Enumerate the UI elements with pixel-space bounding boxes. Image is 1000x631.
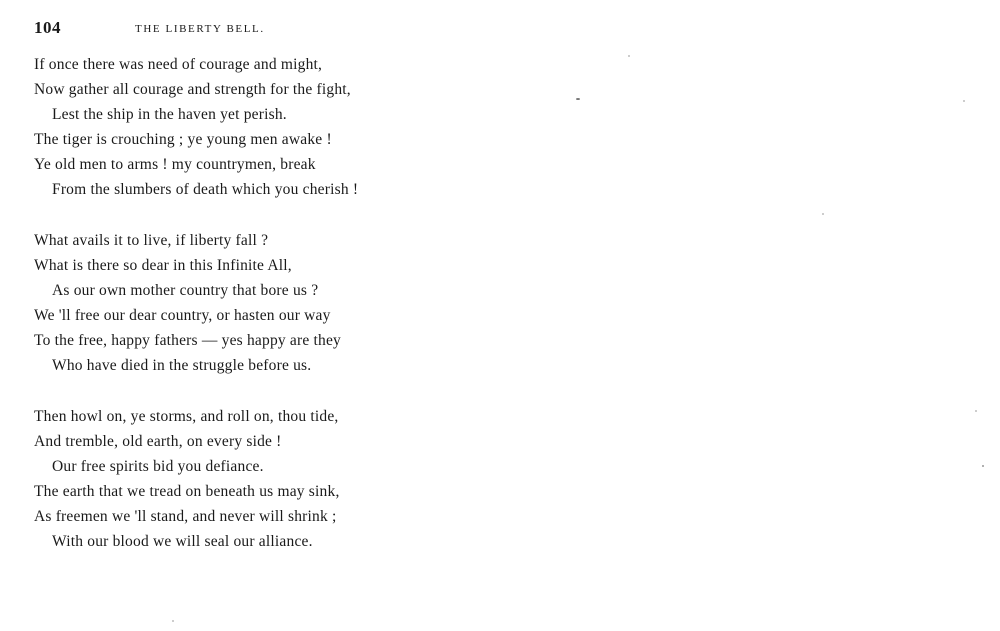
poem-line: And tremble, old earth, on every side !: [34, 433, 282, 450]
stanza: [34, 404, 454, 554]
scan-speck: [628, 55, 630, 57]
poem-line: The tiger is crouching ; ye young men awake !: [34, 131, 332, 148]
scan-speck: [982, 465, 984, 467]
poem-line: What is there so dear in this Infinite All,: [34, 257, 292, 274]
scan-speck: [822, 213, 824, 215]
poem-line: If once there was need of courage and might,: [34, 56, 323, 73]
scan-speck: [963, 100, 965, 102]
poem-line-indented: From the slumbers of death which you cherish !: [52, 181, 359, 198]
poem-line: What avails it to live, if liberty fall ?: [34, 232, 269, 249]
poem-line: As freemen we 'll stand, and never will shrink ;: [34, 508, 337, 525]
poem-line: We 'll free our dear country, or hasten our way: [34, 307, 331, 324]
page-number: 104: [34, 18, 61, 37]
poem-line: Ye old men to arms ! my countrymen, break: [34, 156, 316, 173]
scan-speck: [975, 410, 977, 412]
poem-line-indented: With our blood we will seal our alliance.: [52, 533, 313, 550]
running-title: THE LIBERTY BELL.: [135, 23, 265, 35]
poem-line-indented: Our free spirits bid you defiance.: [52, 458, 264, 475]
scan-speck: [576, 98, 580, 100]
stanza: [34, 228, 454, 378]
poem-line-indented: Who have died in the struggle before us.: [52, 357, 312, 374]
scan-speck: [172, 620, 174, 622]
page-header: [34, 18, 454, 42]
poem-line: Now gather all courage and strength for the fight,: [34, 81, 351, 98]
poem-line-indented: As our own mother country that bore us ?: [52, 282, 319, 299]
poem-line: The earth that we tread on beneath us may sink,: [34, 483, 340, 500]
poem-line-indented: Lest the ship in the haven yet perish.: [52, 106, 287, 123]
poem-line: To the free, happy fathers — yes happy are they: [34, 332, 342, 349]
poem-line: Then howl on, ye storms, and roll on, thou tide,: [34, 408, 339, 425]
poem: [34, 52, 454, 580]
stanza: [34, 52, 454, 202]
